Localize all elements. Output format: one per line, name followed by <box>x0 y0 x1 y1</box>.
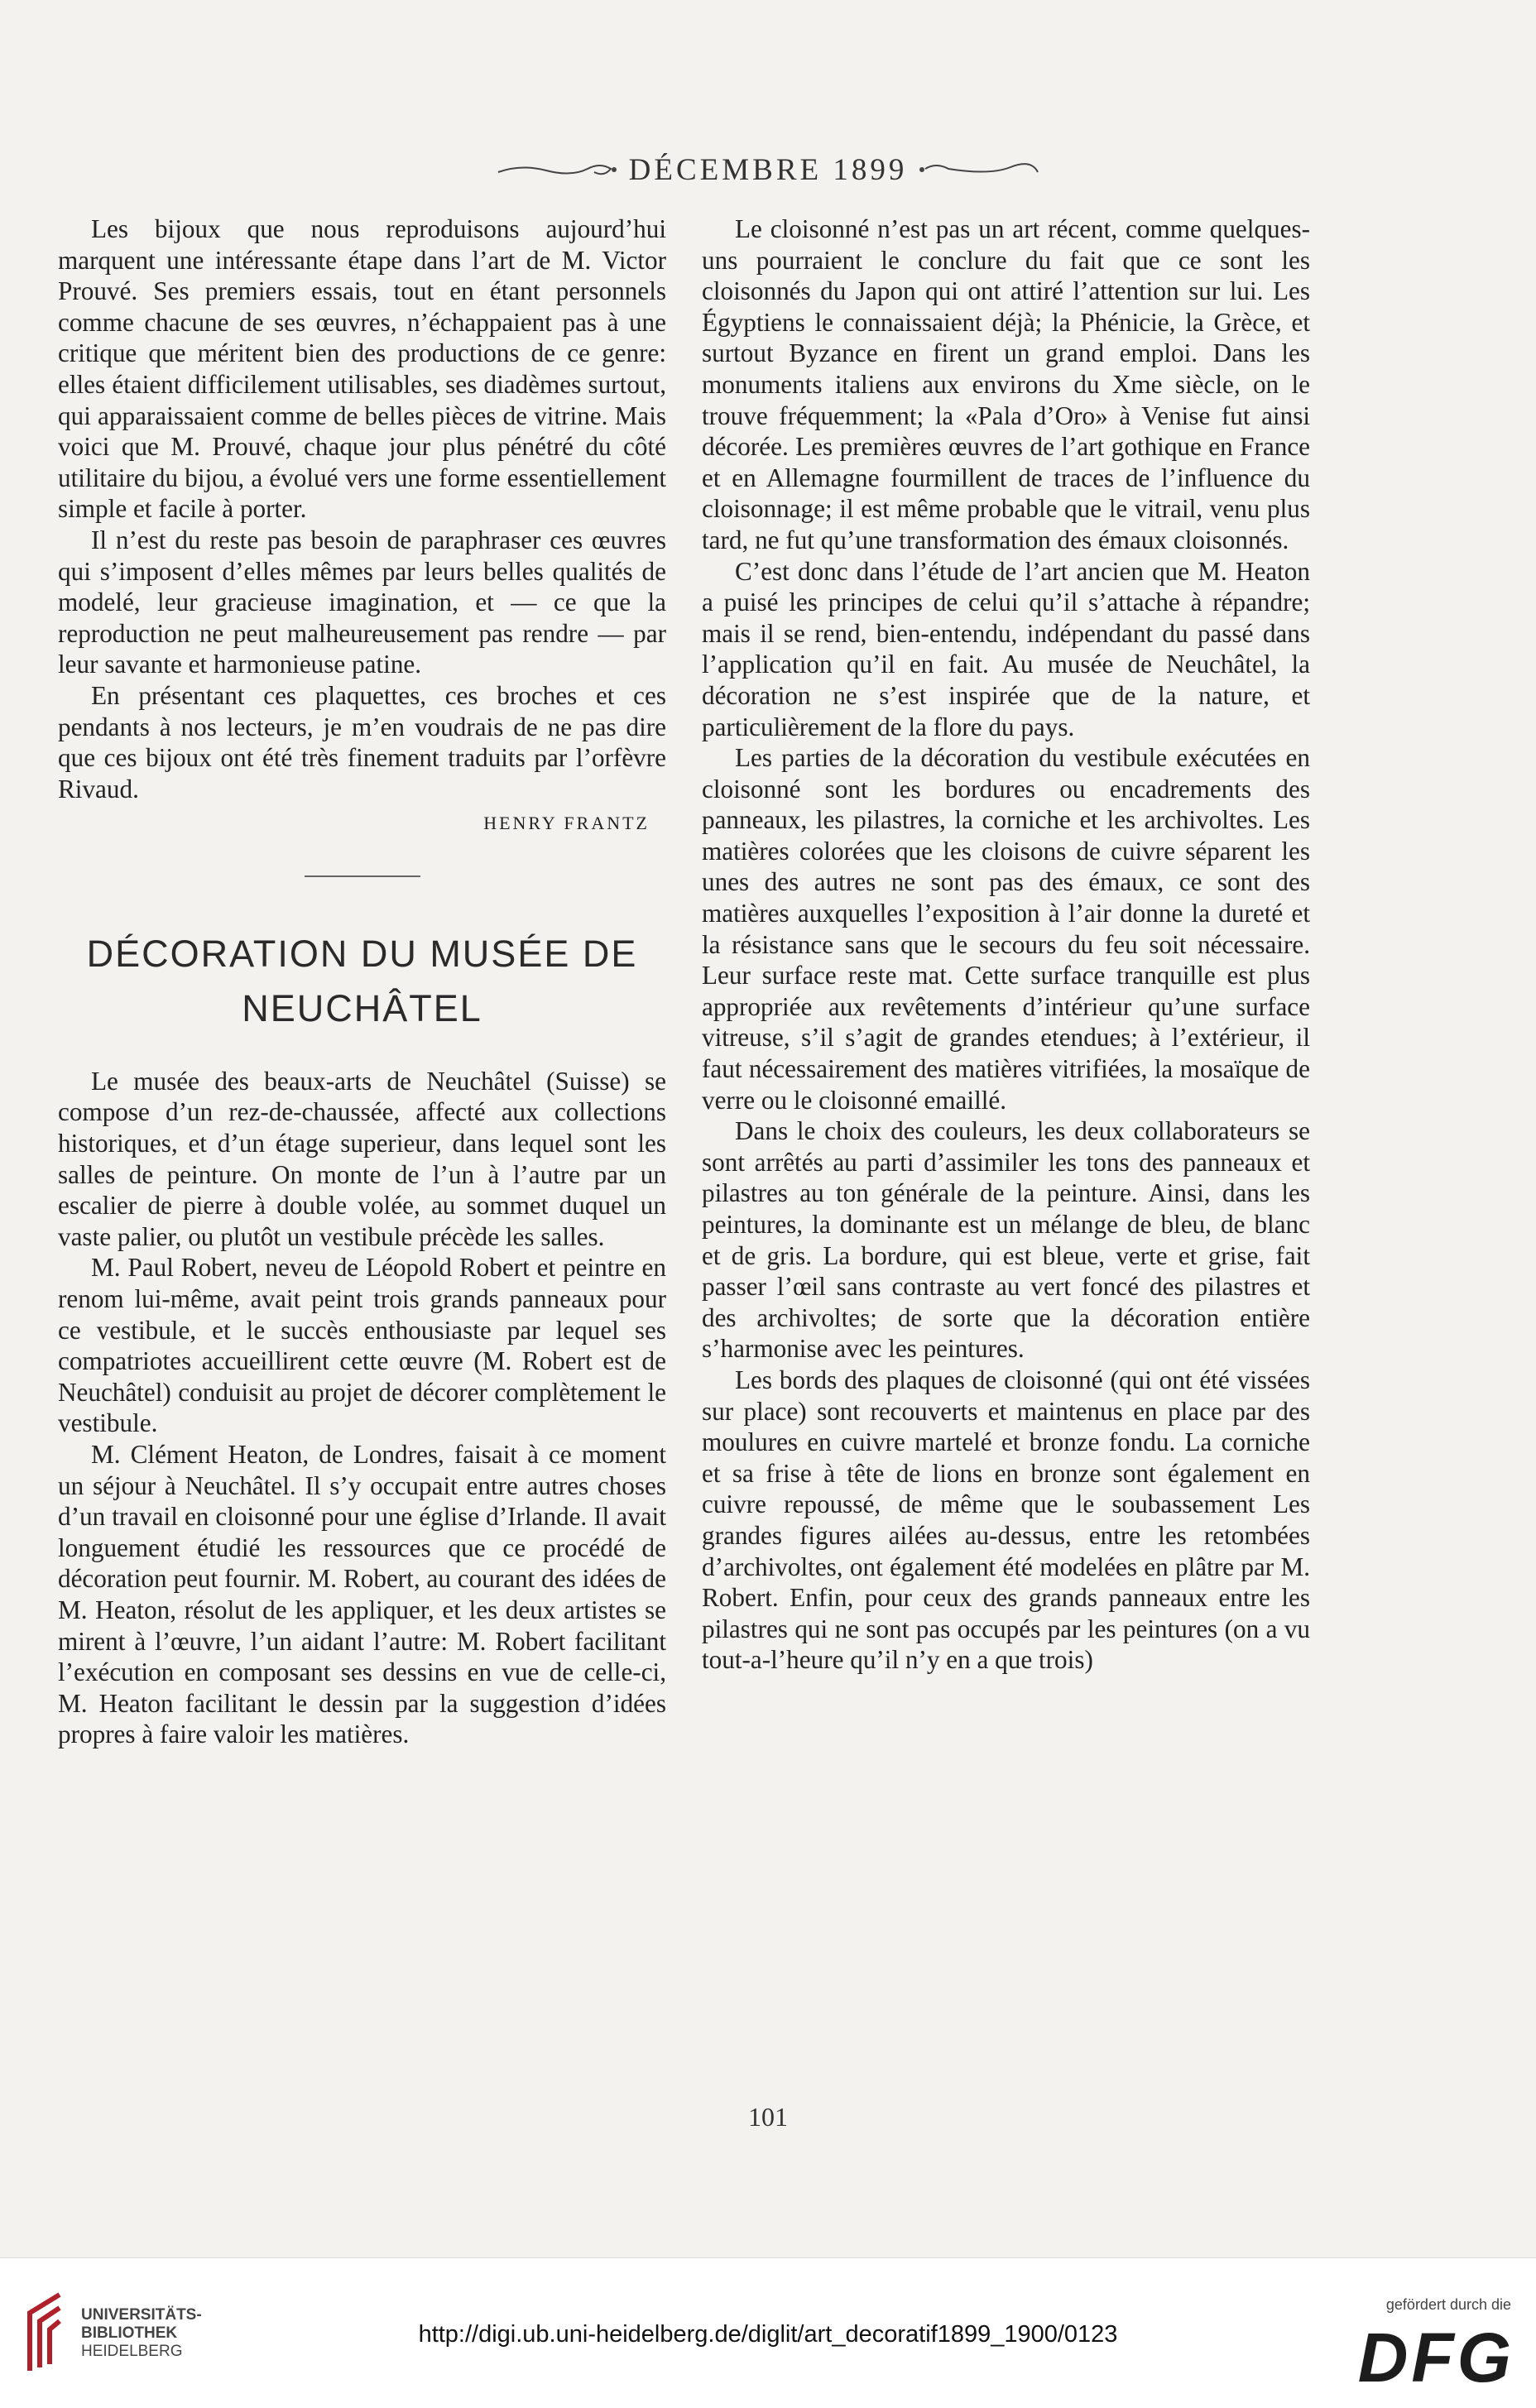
flourish-right-icon <box>915 159 1039 180</box>
page-number: 101 <box>748 2102 788 2132</box>
paragraph: Dans le choix des couleurs, les deux collaborateurs se sont arrêtés au parti d’assimiler les tons des panneaux et pilastres au ton générale de la peinture. Ainsi, dans les peintures, la dominante est un mélange de bleu, de blanc et de gris. La bordure, qui est bleue, verte et grise, fait passer l’œil sans contraste au vert foncé des pilastres et des archivoltes; de sorte que la décoration entière s’harmonise avec les peintures. <box>702 1116 1310 1364</box>
paragraph: Le cloisonné n’est pas un art récent, comme quelques-uns pourraient le conclure du fait que ce sont les cloisonnés du Japon qui ont attiré l’attention sur lui. Les Égyptiens le connaissaient déjà; la Phénicie, la Grèce, et surtout Byzance en firent un grand emploi. Dans les monuments italiens aux environs du Xme siècle, on le trouve fréquemment; la «Pala d’Oro» à Venise fut ainsi décorée. Les premières œuvres de l’art gothique en France et en Allemagne fourmillent de traces de l’influence du cloisonnage; il est même probable que le vitrail, venu plus tard, ne fut qu’une transformation des émaux cloisonnés. <box>702 214 1310 554</box>
paragraph: Il n’est du reste pas besoin de paraphraser ces œuvres qui s’imposent d’elles mêmes par leurs belles qualités de modelé, leur gracieuse imagination, et — ce que la reproduction ne peut malheureusement pas rendre — par leur savante et harmonieuse patine. <box>58 525 666 679</box>
right-column <box>702 213 1310 1676</box>
sponsor-caption: gefördert durch die <box>1385 2296 1511 2313</box>
paragraph: Les bijoux que nous reproduisons aujourd’hui marquent une intéressante étape dans l’art de M. Victor Prouvé. Ses premiers essais, tout en étant personnels comme chacune de ses œuvres, n’échappaient pas à une critique que méritent bien des productions de ce genre: elles étaient difficilement utilisables, ses diadèmes surtout, qui apparaissaient comme de belles pièces de vitrine. Mais voici que M. Prouvé, chaque jour plus pénétré du côté utilitaire du bijou, a évolué vers une forme essentiellement simple et facile à porter. <box>58 214 666 524</box>
viewer-footer <box>0 2257 1536 2408</box>
paragraph: M. Clément Heaton, de Londres, faisait à ce moment un séjour à Neuchâtel. Il s’y occupait entre autres choses d’un travail en cloisonné pour une église d’Irlande. Il avait longuement étudié les ressources que ce procédé de décoration peut fournir. M. Robert, au courant des idées de M. Heaton, résolut de les appliquer, et les deux artistes se mirent à l’œuvre, l’un aidant l’autre: M. Robert facilitant l’exécution en composant ses dessins en vue de celle-ci, M. Heaton facilitant le dessin par la suggestion d’idées propres à faire valoir les matières. <box>58 1440 666 1749</box>
paragraph: Les bords des plaques de cloisonné (qui ont été vissées sur place) sont recouverts et maintenus en place par des moulures en cuivre martelé et bronze fondu. La corniche et sa frise à tête de lions en bronze sont également en cuivre repoussé, de même que le soubassement Les grandes figures ailées au-dessus, entre les retombées d’archivoltes, ont également été modelées en plâtre par M. Robert. Enfin, pour ceux des grands panneaux entre les pilastres qui ne sont pas occupés par les peintures (on a vu tout-a-l’heure qu’il n’y en a que trois) <box>702 1365 1310 1675</box>
flourish-left-icon <box>497 159 621 180</box>
paragraph: Le musée des beaux-arts de Neuchâtel (Suisse) se compose d’un rez-de-chaussée, affecté aux collections historiques, et d’un étage superieur, dans lequel sont les salles de peinture. On monte de l’un à l’autre par un escalier de pierre à double volée, au sommet duquel un vaste palier, ou plutôt un vestibule précède les salles. <box>58 1066 666 1251</box>
library-name-line: UNIVERSITÄTS- <box>81 2306 202 2324</box>
section-title <box>58 927 666 1036</box>
running-header <box>0 141 1536 199</box>
library-name-line: BIBLIOTHEK <box>81 2324 178 2342</box>
paragraph: En présentant ces plaquettes, ces broches et ces pendants à nos lecteurs, je m’en voudrais de ne pas dire que ces bijoux ont été très finement traduits par l’orfèvre Rivaud. <box>58 680 666 803</box>
dfg-logo: DFG <box>1357 2319 1514 2396</box>
section-divider <box>305 875 420 877</box>
header-title: DÉCEMBRE 1899 <box>628 152 908 187</box>
section-title-line: DÉCORATION DU MUSÉE DE <box>86 932 638 975</box>
paragraph: C’est donc dans l’étude de l’art ancien que M. Heaton a puisé les principes de celui qu’il s’attache à répandre; mais il se rend, bien-entendu, indépendant du passé dans l’application qu’il en fait. Au musée de Neuchâtel, la décoration ne s’est inspirée que de la nature, et particulièrement de la flore du pays. <box>702 556 1310 741</box>
ub-heidelberg-logo-icon <box>18 2288 68 2379</box>
author-signature: HENRY FRANTZ <box>483 813 650 834</box>
library-name-line: HEIDELBERG <box>81 2343 183 2360</box>
permalink-url[interactable]: http://digi.ub.uni-heidelberg.de/diglit/art_decoratif1899_1900/0123 <box>418 2321 1118 2348</box>
paragraph: M. Paul Robert, neveu de Léopold Robert et peintre en renom lui-même, avait peint trois grands panneaux pour ce vestibule, et le succès enthousiaste par lequel ses compatriotes accueillirent cette œuvre (M. Robert est de Neuchâtel) conduisit au projet de décorer complètement le vestibule. <box>58 1253 666 1438</box>
library-name <box>81 2306 202 2361</box>
left-column <box>58 213 666 1750</box>
section-title-line: NEUCHÂTEL <box>242 986 482 1029</box>
paragraph: Les parties de la décoration du vestibule exécutées en cloisonné sont les bordures ou encadrements des panneaux, les pilastres, la corniche et les archivoltes. Les matières colorées que les cloisons de cuivre séparent les unes des autres ne sont pas des émaux, ce sont des matières auxquelles l’exposition à l’air donne la dureté et la résistance sans que le secours du feu soit nécessaire. Leur surface reste mat. Cette surface tranquille est plus appropriée aux revêtements d’intérieur qu’une surface vitreuse, s’il s’agit de grandes etendues; à l’extérieur, il faut nécessairement des matières vitrifiées, la mosaïque de verre ou le cloisonné emaillé. <box>702 743 1310 1115</box>
